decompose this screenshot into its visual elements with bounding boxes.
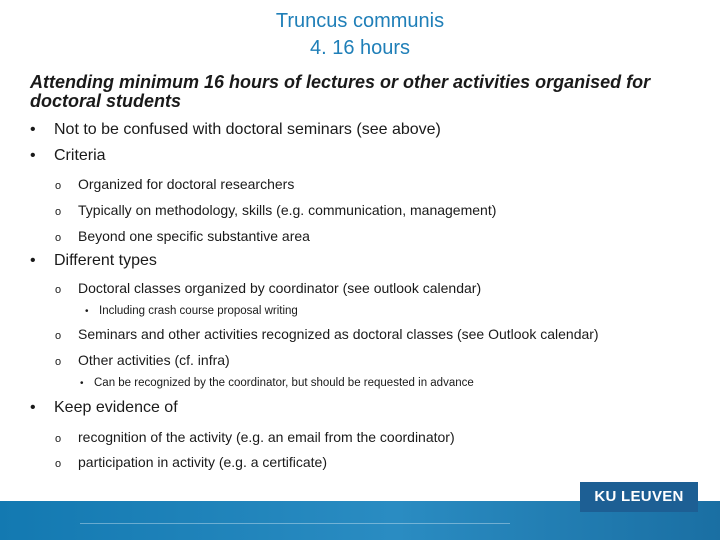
bullet-level-2 <box>55 429 455 445</box>
bullet-level-2 <box>55 454 327 470</box>
logo-text: KU LEUVEN <box>594 488 684 505</box>
bullet-marker: • <box>30 121 36 138</box>
bullet-marker: o <box>55 180 62 192</box>
bullet-text: Seminars and other activities recognized as doctoral classes (see Outlook calendar) <box>78 326 599 342</box>
bullet-text: recognition of the activity (e.g. an email from the coordinator) <box>78 429 455 445</box>
bullet-text: Criteria <box>54 147 106 164</box>
bullet-level-1 <box>30 121 441 139</box>
bullet-marker: o <box>55 458 62 470</box>
bullet-level-1 <box>30 147 106 165</box>
bullet-text: Including crash course proposal writing <box>99 305 298 317</box>
ku-leuven-logo <box>580 482 698 512</box>
bullet-marker: • <box>30 147 36 164</box>
bullet-level-2 <box>55 202 496 218</box>
bullet-level-2 <box>55 280 481 296</box>
bullet-level-3 <box>85 305 298 317</box>
bullet-level-1 <box>30 252 157 270</box>
bullet-marker: • <box>30 252 36 269</box>
bullet-text: Other activities (cf. infra) <box>78 352 230 368</box>
bullet-marker: o <box>55 330 62 342</box>
bullet-text: Doctoral classes organized by coordinator (see outlook calendar) <box>78 280 482 296</box>
bullet-level-2 <box>55 228 310 244</box>
footer-divider <box>80 523 510 524</box>
bullet-text: Keep evidence of <box>54 399 178 416</box>
bullet-level-3 <box>80 377 474 389</box>
slide-subtitle: Attending minimum 16 hours of lectures or other activities organised for doctoral students <box>30 72 651 111</box>
bullet-marker: • <box>80 378 84 389</box>
bullet-level-2 <box>55 352 230 368</box>
bullet-level-1 <box>30 399 178 417</box>
bullet-marker: o <box>55 232 62 244</box>
bullet-text: Can be recognized by the coordinator, but should be requested in advance <box>94 377 474 389</box>
slide-title <box>0 8 720 62</box>
bullet-marker: o <box>55 433 62 445</box>
bullet-marker: o <box>55 206 62 218</box>
bullet-text: Different types <box>54 252 157 269</box>
title-line-1: Truncus communis <box>275 10 445 32</box>
bullet-text: Beyond one specific substantive area <box>78 228 310 244</box>
bullet-text: participation in activity (e.g. a certificate) <box>78 454 327 470</box>
bullet-text: Typically on methodology, skills (e.g. communication, management) <box>78 202 497 218</box>
bullet-text: Not to be confused with doctoral seminars (see above) <box>54 121 441 138</box>
bullet-marker: o <box>55 284 62 296</box>
bullet-text: Organized for doctoral researchers <box>78 176 295 192</box>
bullet-marker: o <box>55 356 62 368</box>
bullet-marker: • <box>85 306 89 317</box>
bullet-marker: • <box>30 399 36 416</box>
title-line-2: 4. 16 hours <box>309 37 411 59</box>
bullet-level-2 <box>55 326 599 342</box>
bullet-level-2 <box>55 176 294 192</box>
